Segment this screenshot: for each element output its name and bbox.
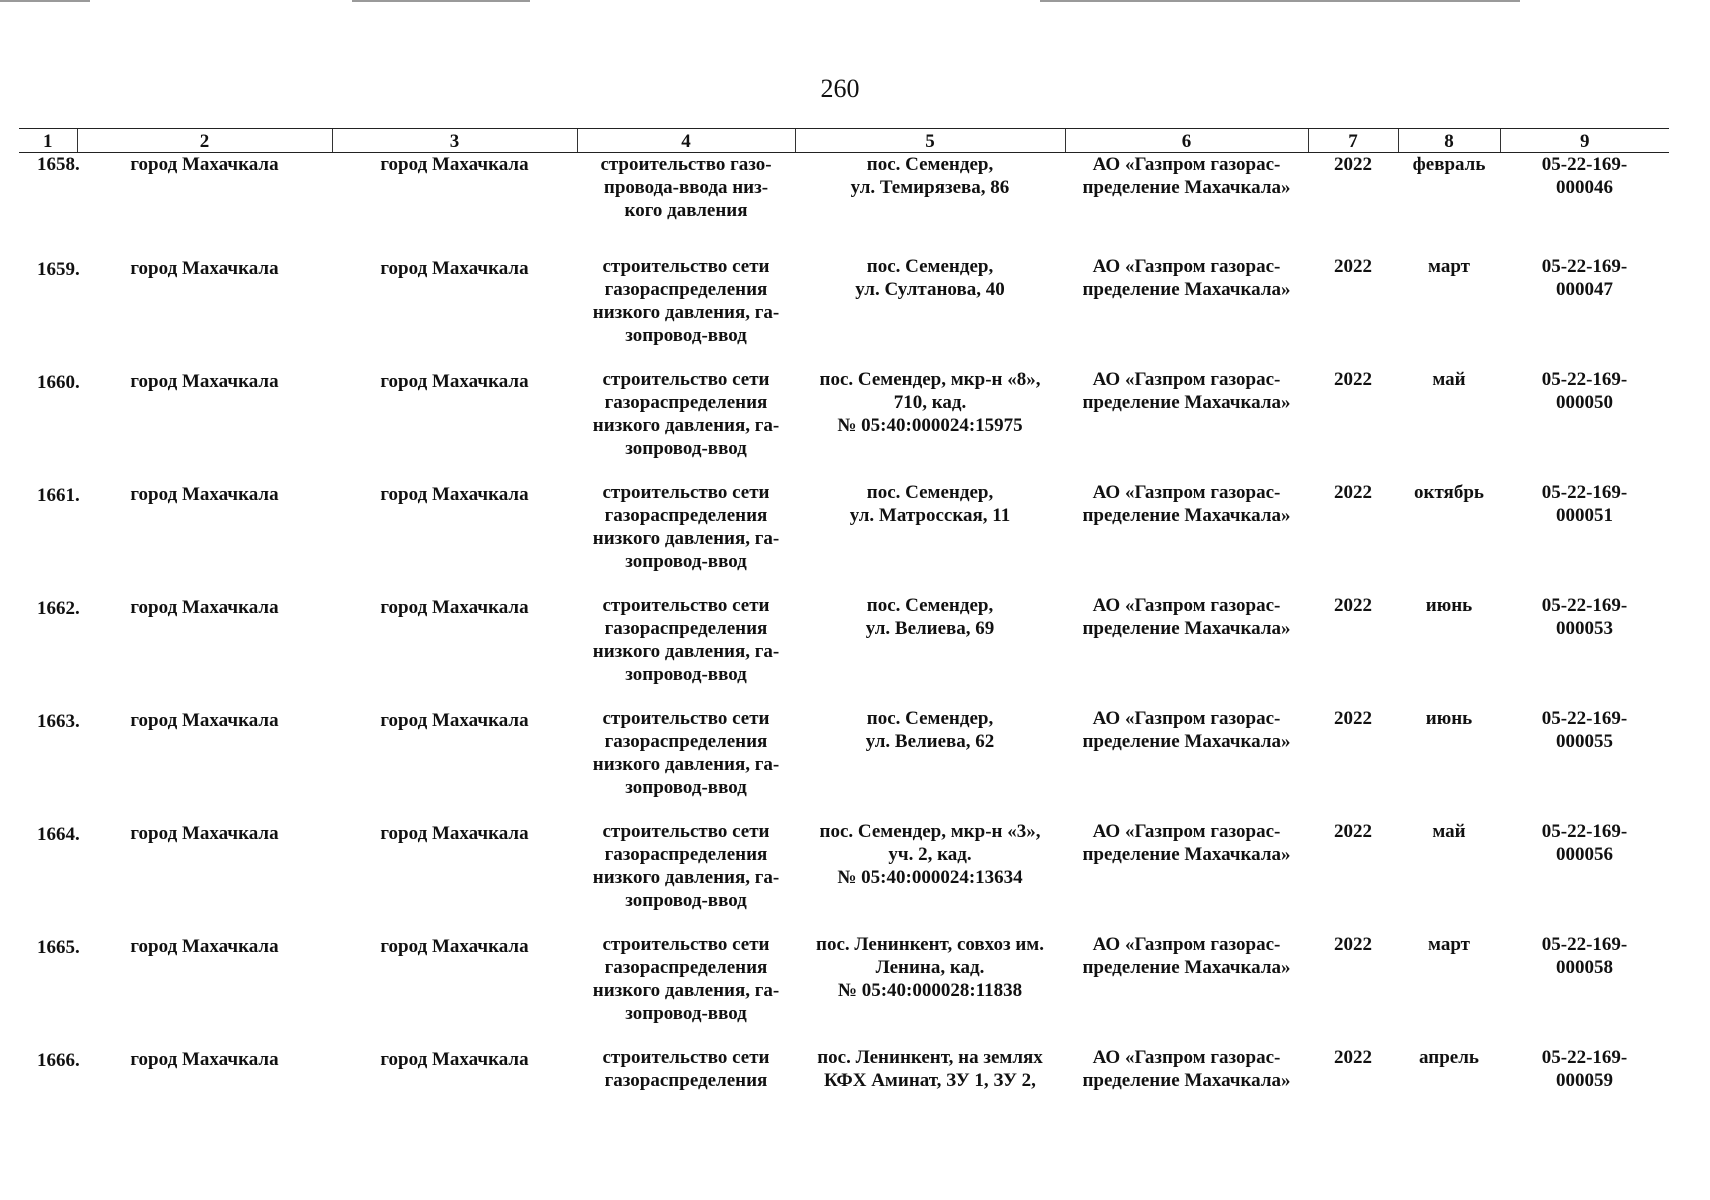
owner-cell: АО «Газпром газорас- пределение Махачкала» [1082, 708, 1291, 752]
address-cell: пос. Семендер, ул. Султанова, 40 [855, 256, 1005, 300]
year-cell: 2022 [1334, 934, 1372, 955]
scan-edge-right [1040, 0, 1520, 2]
region-cell: город Махачкала [130, 1049, 279, 1070]
code-cell: 05-22-169- 000058 [1541, 934, 1628, 978]
address-cell: пос. Семендер, ул. Велиева, 69 [865, 595, 995, 639]
code-cell: 05-22-169- 000059 [1541, 1047, 1628, 1091]
object-cell: строительство сети газораспределения низкого давления, га- зопровод-ввод [592, 256, 780, 346]
row-number: 1664. [37, 824, 80, 845]
row-number: 1666. [37, 1050, 80, 1071]
object-cell: строительство сети газораспределения низкого давления, га- зопровод-ввод [592, 821, 780, 911]
column-header: 4 [577, 129, 795, 153]
row-number: 1662. [37, 598, 80, 619]
column-header: 5 [795, 129, 1065, 153]
table-row [19, 368, 1669, 481]
owner-cell: АО «Газпром газорас- пределение Махачкала» [1082, 482, 1291, 526]
address-cell: пос. Семендер, ул. Матросская, 11 [849, 482, 1011, 526]
page-number: 260 [820, 74, 860, 103]
code-cell: 05-22-169- 000051 [1541, 482, 1628, 526]
code-cell: 05-22-169- 000055 [1541, 708, 1628, 752]
code-cell: 05-22-169- 000056 [1541, 821, 1628, 865]
owner-cell: АО «Газпром газорас- пределение Махачкала» [1082, 821, 1291, 865]
region-cell: город Махачкала [130, 258, 279, 279]
code-cell: 05-22-169- 000047 [1541, 256, 1628, 300]
table-row [19, 933, 1669, 1046]
year-cell: 2022 [1334, 256, 1372, 277]
address-cell: пос. Семендер, мкр-н «8», 710, кад. № 05:40:000024:15975 [819, 369, 1041, 436]
object-cell: строительство сети газораспределения низкого давления, га- зопровод-ввод [592, 708, 780, 798]
code-cell: 05-22-169- 000053 [1541, 595, 1628, 639]
region-cell: город Махачкала [130, 710, 279, 731]
year-cell: 2022 [1334, 369, 1372, 390]
table-row [19, 820, 1669, 933]
year-cell: 2022 [1334, 482, 1372, 503]
row-number: 1659. [37, 259, 80, 280]
year-cell: 2022 [1334, 821, 1372, 842]
table-row [19, 707, 1669, 820]
row-number: 1660. [37, 372, 80, 393]
owner-cell: АО «Газпром газорас- пределение Махачкала» [1082, 256, 1291, 300]
owner-cell: АО «Газпром газорас- пределение Махачкала» [1082, 934, 1291, 978]
table-body [19, 153, 1669, 1122]
region-cell: город Махачкала [130, 823, 279, 844]
column-header: 1 [19, 129, 77, 153]
settlement-cell: город Махачкала [380, 710, 529, 731]
settlement-cell: город Махачкала [380, 154, 529, 175]
address-cell: пос. Ленинкент, на землях КФХ Аминат, ЗУ 1, ЗУ 2, [817, 1047, 1043, 1091]
month-cell: июнь [1425, 595, 1473, 616]
register-table [19, 128, 1669, 1121]
address-cell: пос. Ленинкент, совхоз им. Ленина, кад. № 05:40:000028:11838 [816, 934, 1044, 1001]
scan-edge-middle [352, 0, 530, 2]
region-cell: город Махачкала [130, 484, 279, 505]
settlement-cell: город Махачкала [380, 1049, 529, 1070]
year-cell: 2022 [1334, 154, 1372, 175]
month-cell: март [1428, 934, 1470, 955]
owner-cell: АО «Газпром газорас- пределение Махачкала» [1082, 595, 1291, 639]
row-number: 1661. [37, 485, 80, 506]
month-cell: май [1432, 821, 1466, 842]
table-header [19, 129, 1669, 153]
column-header: 9 [1500, 129, 1669, 153]
scan-edge-left [0, 0, 90, 2]
region-cell: город Махачкала [130, 154, 279, 175]
header-row [19, 129, 1669, 153]
object-cell: строительство сети газораспределения [602, 1047, 770, 1091]
owner-cell: АО «Газпром газорас- пределение Махачкала» [1082, 1047, 1291, 1091]
region-cell: город Махачкала [130, 936, 279, 957]
table-row [19, 255, 1669, 368]
owner-cell: АО «Газпром газорас- пределение Махачкала» [1082, 369, 1291, 413]
code-cell: 05-22-169- 000046 [1541, 154, 1628, 198]
month-cell: октябрь [1414, 482, 1484, 503]
month-cell: июнь [1425, 708, 1473, 729]
month-cell: апрель [1419, 1047, 1479, 1068]
object-cell: строительство сети газораспределения низкого давления, га- зопровод-ввод [592, 369, 780, 459]
table-row [19, 153, 1669, 256]
row-number: 1665. [37, 937, 80, 958]
column-header: 8 [1398, 129, 1500, 153]
column-header: 3 [332, 129, 577, 153]
code-cell: 05-22-169- 000050 [1541, 369, 1628, 413]
settlement-cell: город Махачкала [380, 936, 529, 957]
address-cell: пос. Семендер, ул. Велиева, 62 [865, 708, 995, 752]
year-cell: 2022 [1334, 1047, 1372, 1068]
settlement-cell: город Махачкала [380, 823, 529, 844]
settlement-cell: город Махачкала [380, 371, 529, 392]
year-cell: 2022 [1334, 595, 1372, 616]
column-header: 2 [77, 129, 332, 153]
settlement-cell: город Махачкала [380, 597, 529, 618]
settlement-cell: город Махачкала [380, 258, 529, 279]
table-row [19, 1046, 1669, 1121]
column-header: 7 [1308, 129, 1398, 153]
table-row [19, 481, 1669, 594]
address-cell: пос. Семендер, мкр-н «3», уч. 2, кад. № 05:40:000024:13634 [819, 821, 1041, 888]
owner-cell: АО «Газпром газорас- пределение Махачкала» [1082, 154, 1291, 198]
row-number: 1658. [37, 154, 80, 175]
row-number: 1663. [37, 711, 80, 732]
month-cell: май [1432, 369, 1466, 390]
column-header: 6 [1065, 129, 1308, 153]
object-cell: строительство сети газораспределения низкого давления, га- зопровод-ввод [592, 482, 780, 572]
settlement-cell: город Махачкала [380, 484, 529, 505]
table-row [19, 594, 1669, 707]
month-cell: февраль [1412, 154, 1486, 175]
address-cell: пос. Семендер, ул. Темирязева, 86 [850, 154, 1010, 198]
region-cell: город Махачкала [130, 597, 279, 618]
object-cell: строительство сети газораспределения низкого давления, га- зопровод-ввод [592, 934, 780, 1024]
object-cell: строительство сети газораспределения низкого давления, га- зопровод-ввод [592, 595, 780, 685]
month-cell: март [1428, 256, 1470, 277]
year-cell: 2022 [1334, 708, 1372, 729]
region-cell: город Махачкала [130, 371, 279, 392]
object-cell: строительство газо- провода-ввода низ- кого давления [600, 154, 772, 221]
